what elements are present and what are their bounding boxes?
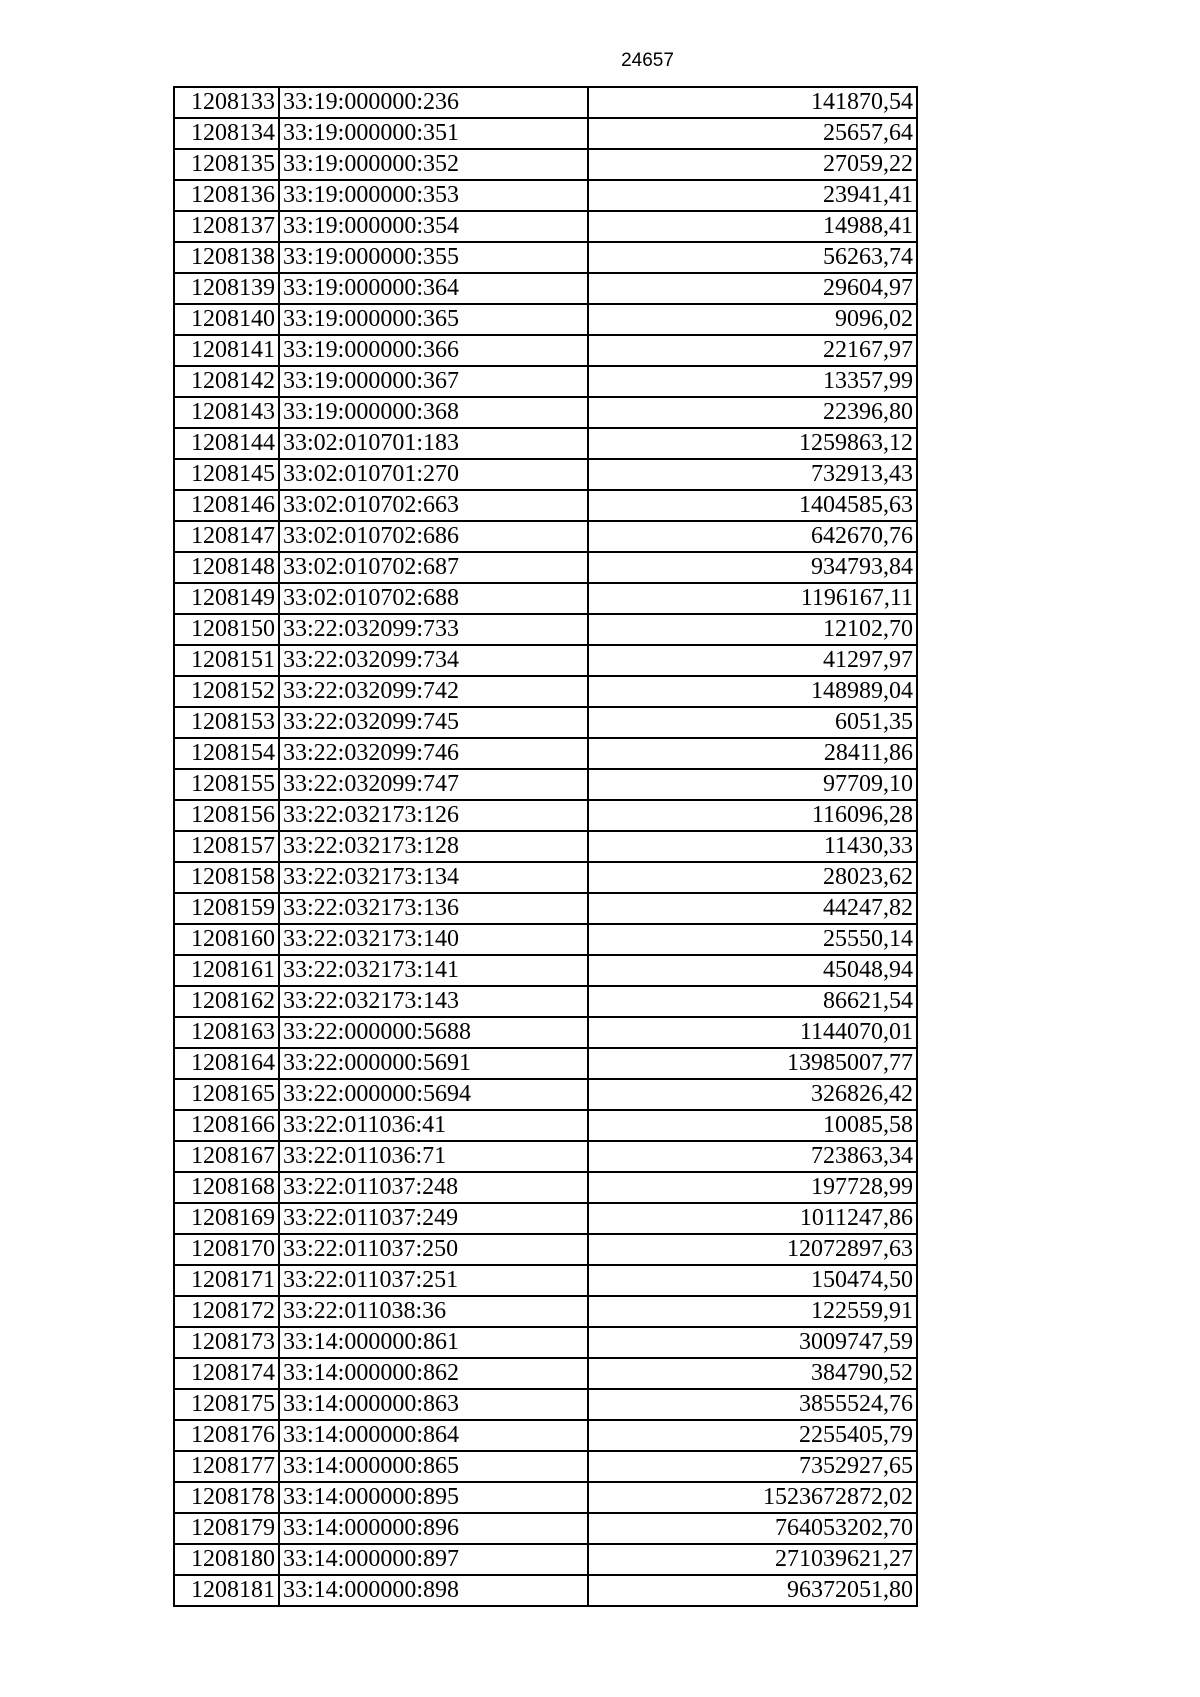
table-row [174,1358,917,1389]
cadastral-value-cell: 9096,02 [588,304,917,335]
cadastral-number-cell: 33:14:000000:863 [279,1389,588,1420]
row-number-cell: 1208133 [174,87,279,118]
cadastral-number-cell: 33:02:010702:663 [279,490,588,521]
cadastral-value-cell: 7352927,65 [588,1451,917,1482]
row-number-cell: 1208145 [174,459,279,490]
table-row [174,924,917,955]
cadastral-value-cell: 197728,99 [588,1172,917,1203]
cadastral-number-cell: 33:22:011037:248 [279,1172,588,1203]
row-number-cell: 1208142 [174,366,279,397]
cadastral-number-cell: 33:02:010702:688 [279,583,588,614]
cadastral-value-cell: 12102,70 [588,614,917,645]
cadastral-number-cell: 33:22:032099:734 [279,645,588,676]
cadastral-value-cell: 1523672872,02 [588,1482,917,1513]
cadastral-number-cell: 33:02:010702:686 [279,521,588,552]
cadastral-number-cell: 33:22:032173:136 [279,893,588,924]
cadastral-number-cell: 33:19:000000:365 [279,304,588,335]
table-row [174,366,917,397]
row-number-cell: 1208169 [174,1203,279,1234]
row-number-cell: 1208155 [174,769,279,800]
row-number-cell: 1208146 [174,490,279,521]
row-number-cell: 1208175 [174,1389,279,1420]
row-number-cell: 1208138 [174,242,279,273]
table-row [174,1079,917,1110]
row-number-cell: 1208163 [174,1017,279,1048]
cadastral-value-cell: 13357,99 [588,366,917,397]
row-number-cell: 1208165 [174,1079,279,1110]
cadastral-number-cell: 33:19:000000:355 [279,242,588,273]
row-number-cell: 1208141 [174,335,279,366]
table-row [174,1420,917,1451]
cadastral-number-cell: 33:22:000000:5694 [279,1079,588,1110]
cadastral-number-cell: 33:22:032173:141 [279,955,588,986]
table-row [174,552,917,583]
cadastral-number-cell: 33:19:000000:364 [279,273,588,304]
row-number-cell: 1208160 [174,924,279,955]
cadastral-value-cell: 44247,82 [588,893,917,924]
row-number-cell: 1208149 [174,583,279,614]
table-row [174,428,917,459]
cadastral-value-cell: 116096,28 [588,800,917,831]
table-row [174,583,917,614]
cadastral-value-cell: 25657,64 [588,118,917,149]
row-number-cell: 1208162 [174,986,279,1017]
row-number-cell: 1208173 [174,1327,279,1358]
cadastral-number-cell: 33:22:011036:71 [279,1141,588,1172]
cadastral-value-cell: 27059,22 [588,149,917,180]
cadastral-value-cell: 25550,14 [588,924,917,955]
table-row [174,273,917,304]
cadastral-number-cell: 33:22:032173:140 [279,924,588,955]
table-row [174,1017,917,1048]
table-row [174,614,917,645]
cadastral-number-cell: 33:02:010701:270 [279,459,588,490]
table-row [174,1451,917,1482]
row-number-cell: 1208179 [174,1513,279,1544]
cadastral-number-cell: 33:22:032173:128 [279,831,588,862]
table-row [174,1141,917,1172]
row-number-cell: 1208151 [174,645,279,676]
table-row [174,1265,917,1296]
cadastral-number-cell: 33:14:000000:896 [279,1513,588,1544]
table-row [174,800,917,831]
cadastral-value-cell: 13985007,77 [588,1048,917,1079]
cadastral-number-cell: 33:22:000000:5688 [279,1017,588,1048]
cadastral-number-cell: 33:14:000000:864 [279,1420,588,1451]
table-row [174,862,917,893]
table-row [174,521,917,552]
cadastral-value-cell: 150474,50 [588,1265,917,1296]
cadastral-value-cell: 723863,34 [588,1141,917,1172]
row-number-cell: 1208153 [174,707,279,738]
cadastral-value-cell: 3855524,76 [588,1389,917,1420]
table-row [174,180,917,211]
table-row [174,707,917,738]
cadastral-value-cell: 6051,35 [588,707,917,738]
row-number-cell: 1208159 [174,893,279,924]
table-row [174,955,917,986]
cadastral-number-cell: 33:14:000000:898 [279,1575,588,1606]
table-row [174,149,917,180]
cadastral-number-cell: 33:22:032173:134 [279,862,588,893]
cadastral-number-cell: 33:19:000000:351 [279,118,588,149]
row-number-cell: 1208137 [174,211,279,242]
cadastral-number-cell: 33:14:000000:865 [279,1451,588,1482]
cadastral-number-cell: 33:22:000000:5691 [279,1048,588,1079]
row-number-cell: 1208147 [174,521,279,552]
row-number-cell: 1208167 [174,1141,279,1172]
table-row [174,676,917,707]
cadastral-number-cell: 33:14:000000:861 [279,1327,588,1358]
table-row [174,1327,917,1358]
cadastral-number-cell: 33:22:032099:745 [279,707,588,738]
cadastral-number-cell: 33:19:000000:367 [279,366,588,397]
table-row [174,1544,917,1575]
row-number-cell: 1208171 [174,1265,279,1296]
table-row [174,211,917,242]
row-number-cell: 1208134 [174,118,279,149]
cadastral-value-cell: 1011247,86 [588,1203,917,1234]
table-row [174,1110,917,1141]
row-number-cell: 1208164 [174,1048,279,1079]
row-number-cell: 1208157 [174,831,279,862]
table-row [174,831,917,862]
cadastral-value-cell: 3009747,59 [588,1327,917,1358]
table-row [174,1389,917,1420]
cadastral-number-cell: 33:22:032173:126 [279,800,588,831]
cadastral-value-cell: 764053202,70 [588,1513,917,1544]
table-row [174,118,917,149]
row-number-cell: 1208176 [174,1420,279,1451]
table-row [174,645,917,676]
table-row [174,335,917,366]
table-row [174,1513,917,1544]
cadastral-number-cell: 33:19:000000:353 [279,180,588,211]
cadastral-value-cell: 326826,42 [588,1079,917,1110]
cadastral-value-table [173,86,918,1607]
cadastral-value-cell: 12072897,63 [588,1234,917,1265]
cadastral-value-cell: 934793,84 [588,552,917,583]
row-number-cell: 1208172 [174,1296,279,1327]
table-row [174,738,917,769]
row-number-cell: 1208170 [174,1234,279,1265]
cadastral-value-cell: 86621,54 [588,986,917,1017]
row-number-cell: 1208174 [174,1358,279,1389]
cadastral-number-cell: 33:22:032099:746 [279,738,588,769]
cadastral-value-cell: 45048,94 [588,955,917,986]
cadastral-value-cell: 1259863,12 [588,428,917,459]
row-number-cell: 1208143 [174,397,279,428]
cadastral-value-cell: 23941,41 [588,180,917,211]
row-number-cell: 1208180 [174,1544,279,1575]
table-body [174,87,917,1606]
row-number-cell: 1208144 [174,428,279,459]
cadastral-value-cell: 384790,52 [588,1358,917,1389]
table-row [174,1234,917,1265]
row-number-cell: 1208158 [174,862,279,893]
cadastral-value-cell: 732913,43 [588,459,917,490]
table-row [174,1296,917,1327]
row-number-cell: 1208168 [174,1172,279,1203]
cadastral-value-cell: 122559,91 [588,1296,917,1327]
cadastral-number-cell: 33:19:000000:366 [279,335,588,366]
cadastral-number-cell: 33:19:000000:354 [279,211,588,242]
cadastral-number-cell: 33:14:000000:862 [279,1358,588,1389]
cadastral-value-cell: 1196167,11 [588,583,917,614]
page-number: 24657 [621,50,674,71]
cadastral-value-cell: 148989,04 [588,676,917,707]
cadastral-value-cell: 28023,62 [588,862,917,893]
table-row [174,769,917,800]
row-number-cell: 1208135 [174,149,279,180]
table-row [174,304,917,335]
row-number-cell: 1208139 [174,273,279,304]
table-row [174,1048,917,1079]
row-number-cell: 1208156 [174,800,279,831]
cadastral-value-cell: 1144070,01 [588,1017,917,1048]
table-row [174,893,917,924]
cadastral-number-cell: 33:22:011037:249 [279,1203,588,1234]
cadastral-value-cell: 29604,97 [588,273,917,304]
cadastral-value-cell: 14988,41 [588,211,917,242]
cadastral-value-cell: 28411,86 [588,738,917,769]
row-number-cell: 1208152 [174,676,279,707]
cadastral-number-cell: 33:19:000000:352 [279,149,588,180]
row-number-cell: 1208154 [174,738,279,769]
cadastral-number-cell: 33:22:032099:747 [279,769,588,800]
table-row [174,1575,917,1606]
cadastral-number-cell: 33:22:011037:251 [279,1265,588,1296]
cadastral-number-cell: 33:22:011038:36 [279,1296,588,1327]
table-row [174,1172,917,1203]
row-number-cell: 1208177 [174,1451,279,1482]
table-row [174,459,917,490]
row-number-cell: 1208161 [174,955,279,986]
cadastral-number-cell: 33:19:000000:236 [279,87,588,118]
row-number-cell: 1208150 [174,614,279,645]
cadastral-value-cell: 96372051,80 [588,1575,917,1606]
row-number-cell: 1208181 [174,1575,279,1606]
cadastral-number-cell: 33:22:032099:733 [279,614,588,645]
table-row [174,242,917,273]
cadastral-number-cell: 33:22:032173:143 [279,986,588,1017]
cadastral-number-cell: 33:22:032099:742 [279,676,588,707]
cadastral-value-cell: 97709,10 [588,769,917,800]
table-row [174,490,917,521]
cadastral-value-cell: 1404585,63 [588,490,917,521]
cadastral-number-cell: 33:22:011037:250 [279,1234,588,1265]
cadastral-value-cell: 11430,33 [588,831,917,862]
cadastral-number-cell: 33:19:000000:368 [279,397,588,428]
cadastral-number-cell: 33:14:000000:895 [279,1482,588,1513]
cadastral-value-cell: 271039621,27 [588,1544,917,1575]
cadastral-value-cell: 56263,74 [588,242,917,273]
cadastral-number-cell: 33:22:011036:41 [279,1110,588,1141]
table-row [174,986,917,1017]
cadastral-number-cell: 33:02:010702:687 [279,552,588,583]
row-number-cell: 1208136 [174,180,279,211]
cadastral-value-cell: 41297,97 [588,645,917,676]
table-row [174,87,917,118]
cadastral-value-cell: 10085,58 [588,1110,917,1141]
cadastral-value-cell: 141870,54 [588,87,917,118]
cadastral-value-cell: 642670,76 [588,521,917,552]
cadastral-value-cell: 22396,80 [588,397,917,428]
cadastral-number-cell: 33:02:010701:183 [279,428,588,459]
row-number-cell: 1208178 [174,1482,279,1513]
cadastral-value-cell: 2255405,79 [588,1420,917,1451]
table-row [174,397,917,428]
row-number-cell: 1208166 [174,1110,279,1141]
table-row [174,1482,917,1513]
row-number-cell: 1208140 [174,304,279,335]
cadastral-number-cell: 33:14:000000:897 [279,1544,588,1575]
row-number-cell: 1208148 [174,552,279,583]
table-row [174,1203,917,1234]
cadastral-value-cell: 22167,97 [588,335,917,366]
